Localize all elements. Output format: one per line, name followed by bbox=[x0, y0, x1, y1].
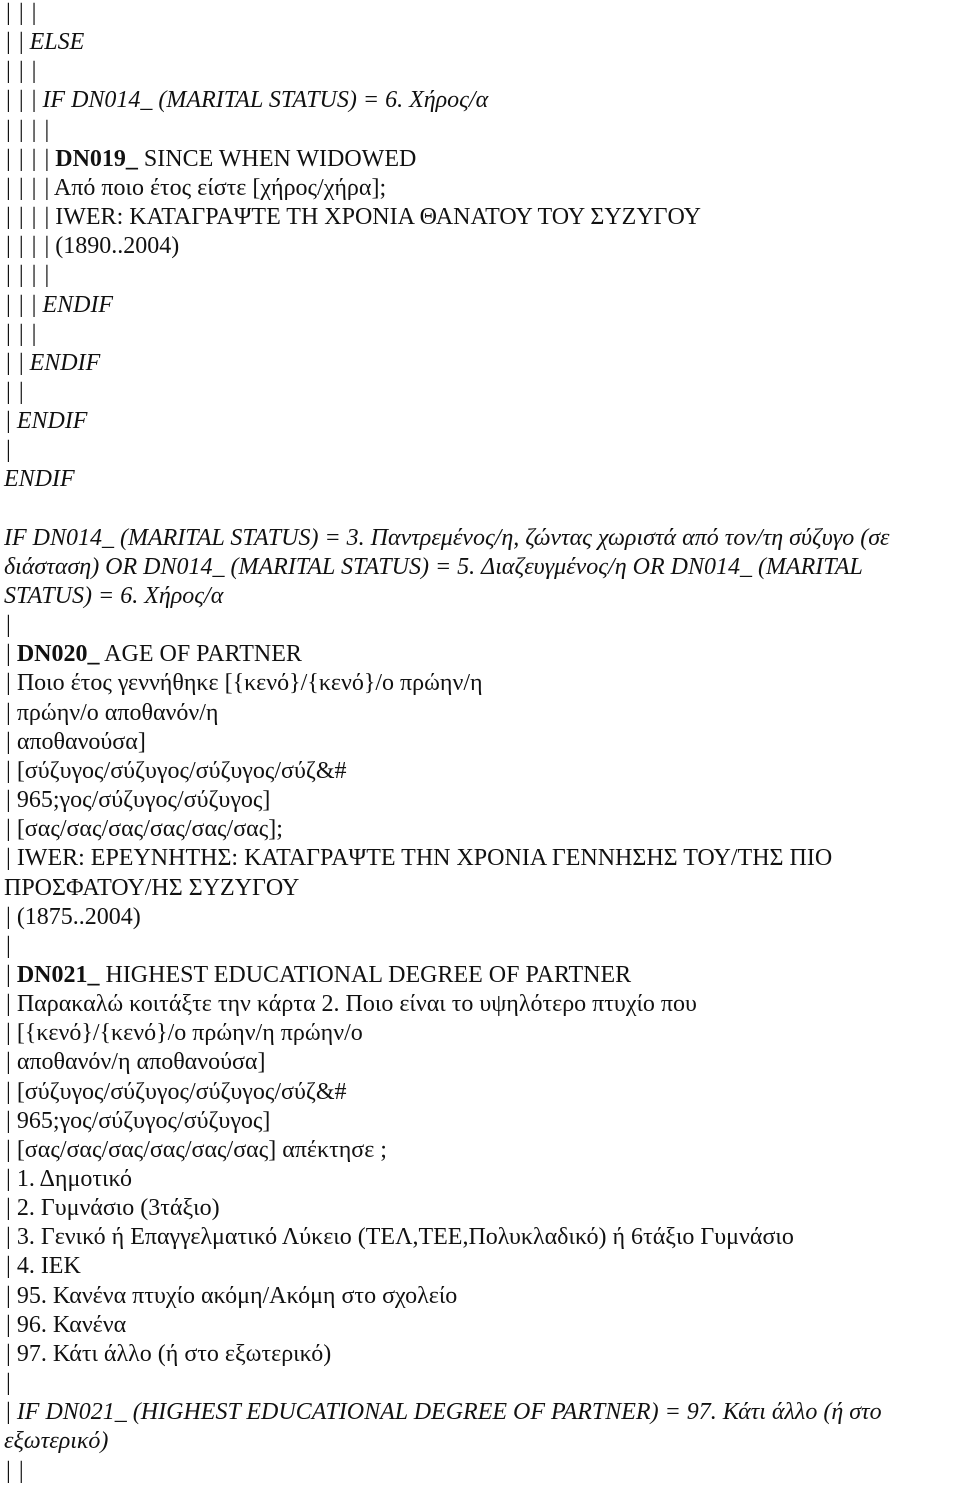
document-line bbox=[4, 524, 956, 553]
routing-text: ENDIF bbox=[29, 349, 101, 376]
indent-bar: | bbox=[6, 1107, 17, 1134]
line-text: IWER: ΚΑΤΑΓΡΑΨΤΕ ΤΗ ΧΡΟΝΙΑ ΘΑΝΑΤΟΥ ΤΟΥ ΣΥΖΥΓΟΥ bbox=[55, 204, 701, 231]
indent-bar: | bbox=[6, 349, 17, 376]
document-line bbox=[4, 436, 956, 465]
indent-bar: | bbox=[6, 670, 17, 697]
line-text: αποθανόν/η αποθανούσα] bbox=[16, 1049, 266, 1076]
document-line bbox=[4, 1252, 956, 1281]
indent-bar: | bbox=[18, 233, 30, 260]
indent-bar: | bbox=[6, 1253, 17, 1280]
line-text: 95. Κανένα πτυχίο ακόμη/Ακόμη στο σχολείο bbox=[16, 1282, 458, 1309]
indent-bar: | bbox=[18, 204, 30, 231]
document-line bbox=[4, 1369, 956, 1398]
line-text: 3. Γενικό ή Επαγγελματικό Λύκειο (ΤΕΛ,ΤΕΕ,Πολυκλαδικό) ή 6τάξιο Γυμνάσιο bbox=[16, 1224, 794, 1251]
document-line bbox=[4, 1427, 956, 1456]
indent-bar: | bbox=[6, 845, 17, 872]
indent-bar: | bbox=[6, 262, 17, 289]
document-line bbox=[4, 1311, 956, 1340]
indent-bar: | bbox=[6, 1049, 17, 1076]
indent-bar: | bbox=[6, 87, 17, 114]
line-text: AGE OF PARTNER bbox=[99, 641, 302, 668]
indent-bar: | bbox=[31, 204, 43, 231]
document-line bbox=[4, 1282, 956, 1311]
line-text: [{κενό}/{κενό}/ο πρώην/η πρώην/ο bbox=[16, 1020, 363, 1047]
indent-bar: | bbox=[6, 1020, 17, 1047]
document-line bbox=[4, 1078, 956, 1107]
indent-bar: | bbox=[6, 932, 17, 959]
line-text: Ποιο έτος γεννήθηκε [{κενό}/{κενό}/ο πρώην/η bbox=[16, 670, 483, 697]
indent-bar: | bbox=[18, 1457, 30, 1484]
indent-bar: | bbox=[31, 116, 43, 143]
document-line bbox=[4, 1223, 956, 1252]
document-line bbox=[4, 378, 956, 407]
document-line bbox=[4, 495, 956, 524]
routing-text: ENDIF bbox=[42, 291, 114, 318]
indent-bar: | bbox=[31, 174, 43, 201]
indent-bar: | bbox=[31, 145, 43, 172]
document-line bbox=[4, 320, 956, 349]
document-line bbox=[4, 1165, 956, 1194]
indent-bar: | bbox=[6, 145, 17, 172]
document-line bbox=[4, 349, 956, 378]
indent-bar: | bbox=[6, 58, 17, 85]
document-line bbox=[4, 291, 956, 320]
document-line bbox=[4, 407, 956, 436]
document-line bbox=[4, 874, 956, 903]
indent-bar: | bbox=[31, 58, 43, 85]
question-code: DN020_ bbox=[16, 641, 100, 668]
line-text: (1890..2004) bbox=[55, 233, 180, 260]
indent-bar: | bbox=[18, 262, 30, 289]
document-line bbox=[4, 786, 956, 815]
document-line bbox=[4, 1019, 956, 1048]
indent-bar: | bbox=[18, 58, 30, 85]
indent-bar: | bbox=[18, 378, 30, 405]
indent-bar: | bbox=[6, 320, 17, 347]
indent-bar: | bbox=[6, 757, 17, 784]
indent-bar: | bbox=[31, 320, 43, 347]
document-line bbox=[4, 232, 956, 261]
indent-bar: | bbox=[6, 1340, 17, 1367]
document-line bbox=[4, 582, 956, 611]
line-text: ΠΡΟΣΦΑΤΟΥ/ΗΣ ΣΥΖΥΓΟΥ bbox=[4, 874, 300, 901]
question-code: DN021_ bbox=[16, 961, 100, 988]
line-text: 965;γος/σύζυγος/σύζυγος] bbox=[16, 787, 271, 814]
routing-text: ELSE bbox=[29, 29, 85, 56]
indent-bar: | bbox=[6, 204, 17, 231]
indent-bar: | bbox=[6, 1282, 17, 1309]
indent-bar: | bbox=[18, 29, 30, 56]
indent-bar: | bbox=[6, 1224, 17, 1251]
document-line bbox=[4, 903, 956, 932]
indent-bar: | bbox=[6, 816, 17, 843]
indent-bar: | bbox=[44, 204, 56, 231]
document-line bbox=[4, 1048, 956, 1077]
indent-bar: | bbox=[6, 0, 17, 26]
document-line bbox=[4, 1457, 956, 1486]
indent-bar: | bbox=[6, 1136, 17, 1163]
indent-bar: | bbox=[6, 1370, 17, 1397]
indent-bar: | bbox=[6, 1457, 17, 1484]
indent-bar: | bbox=[6, 699, 17, 726]
indent-bar: | bbox=[44, 174, 54, 201]
indent-bar: | bbox=[6, 991, 17, 1018]
indent-bar: | bbox=[6, 437, 17, 464]
document-line bbox=[4, 116, 956, 145]
document-line bbox=[4, 611, 956, 640]
indent-bar: | bbox=[6, 787, 17, 814]
question-code: DN019_ bbox=[55, 145, 138, 172]
indent-bar: | bbox=[6, 612, 17, 639]
document-line bbox=[4, 553, 956, 582]
line-text: 96. Κανένα bbox=[16, 1311, 127, 1338]
line-text: 97. Κάτι άλλο (ή στο εξωτερικό) bbox=[16, 1340, 332, 1367]
line-text: πρώην/ο αποθανόν/η bbox=[16, 699, 219, 726]
indent-bar: | bbox=[6, 1078, 17, 1105]
indent-bar: | bbox=[44, 145, 56, 172]
indent-bar: | bbox=[6, 1166, 17, 1192]
indent-bar: | bbox=[6, 1399, 17, 1426]
routing-text: εξωτερικό) bbox=[4, 1428, 109, 1455]
document-line bbox=[4, 57, 956, 86]
document-line bbox=[4, 1107, 956, 1136]
line-text: Από ποιο έτος είστε [χήρος/χήρα]; bbox=[53, 174, 387, 201]
indent-bar: | bbox=[6, 728, 17, 755]
indent-bar: | bbox=[18, 87, 30, 114]
indent-bar: | bbox=[31, 291, 43, 318]
indent-bar: | bbox=[6, 174, 17, 201]
line-text: [σύζυγος/σύζυγος/σύζυγος/σύζ&# bbox=[16, 757, 347, 784]
indent-bar: | bbox=[44, 262, 56, 289]
line-text: SINCE WHEN WIDOWED bbox=[137, 145, 417, 172]
line-text: (1875..2004) bbox=[16, 903, 141, 930]
document-line bbox=[4, 844, 956, 873]
indent-bar: | bbox=[6, 29, 17, 56]
indent-bar: | bbox=[6, 1311, 17, 1338]
document-line bbox=[4, 174, 956, 203]
routing-text: STATUS) = 6. Χήρος/α bbox=[4, 583, 224, 609]
line-text: IWER: ΕΡΕΥΝΗΤΗΣ: ΚΑΤΑΓΡΑΨΤΕ ΤΗΝ ΧΡΟΝΙΑ ΓΕΝΝΗΣΗΣ ΤΟΥ/ΤΗΣ ΠΙΟ bbox=[16, 845, 833, 872]
routing-text: IF DN021_ (HIGHEST EDUCATIONAL DEGREE OF PARTNER) = 97. Κάτι άλλο (ή στο bbox=[16, 1399, 882, 1426]
indent-bar: | bbox=[6, 408, 17, 435]
indent-bar: | bbox=[44, 116, 56, 143]
indent-bar: | bbox=[6, 116, 17, 143]
document-line bbox=[4, 990, 956, 1019]
routing-text: ENDIF bbox=[16, 408, 88, 435]
indent-bar: | bbox=[6, 291, 17, 318]
document-line bbox=[4, 932, 956, 961]
indent-bar: | bbox=[18, 291, 30, 318]
indent-bar: | bbox=[18, 174, 30, 201]
document-line bbox=[4, 699, 956, 728]
indent-bar: | bbox=[6, 1195, 17, 1222]
indent-bar: | bbox=[31, 87, 43, 114]
indent-bar: | bbox=[6, 233, 17, 260]
document-line bbox=[4, 28, 956, 57]
line-text: Παρακαλώ κοιτάξτε την κάρτα 2. Ποιο είναι το υψηλότερο πτυχίο που bbox=[16, 991, 697, 1018]
line-text: 965;γος/σύζυγος/σύζυγος] bbox=[16, 1107, 271, 1134]
document-line bbox=[4, 815, 956, 844]
indent-bar: | bbox=[18, 0, 30, 26]
document-line bbox=[4, 465, 956, 494]
line-text: αποθανούσα] bbox=[16, 728, 146, 755]
indent-bar: | bbox=[31, 233, 43, 260]
document-line bbox=[4, 640, 956, 669]
document-line bbox=[4, 1194, 956, 1223]
indent-bar: | bbox=[18, 320, 30, 347]
document-line bbox=[4, 1340, 956, 1369]
document-line bbox=[4, 961, 956, 990]
document-line bbox=[4, 261, 956, 290]
indent-bar: | bbox=[6, 641, 17, 668]
document-line bbox=[4, 728, 956, 757]
routing-text: IF DN014_ (MARITAL STATUS) = 6. Χήρος/α bbox=[42, 87, 489, 114]
document-line bbox=[4, 669, 956, 698]
routing-text: ENDIF bbox=[4, 466, 75, 493]
document-line bbox=[4, 0, 956, 28]
document-line bbox=[4, 757, 956, 786]
line-text: [σύζυγος/σύζυγος/σύζυγος/σύζ&# bbox=[16, 1078, 347, 1105]
line-text: HIGHEST EDUCATIONAL DEGREE OF PARTNER bbox=[99, 961, 632, 988]
document-line bbox=[4, 86, 956, 115]
document-line bbox=[4, 145, 956, 174]
line-text: 4. ΙΕΚ bbox=[16, 1253, 81, 1280]
indent-bar: | bbox=[6, 903, 17, 930]
indent-bar: | bbox=[44, 233, 56, 260]
line-text: [σας/σας/σας/σας/σας/σας]; bbox=[16, 816, 283, 843]
routing-text: IF DN014_ (MARITAL STATUS) = 3. Παντρεμένος/η, ζώντας χωριστά από τον/τη σύζυγο (σε bbox=[4, 524, 890, 551]
document-line bbox=[4, 1398, 956, 1427]
indent-bar: | bbox=[18, 349, 30, 376]
indent-bar: | bbox=[18, 145, 30, 172]
document-line bbox=[4, 1136, 956, 1165]
indent-bar: | bbox=[31, 262, 43, 289]
line-text: 2. Γυμνάσιο (3τάξιο) bbox=[16, 1195, 220, 1222]
routing-text: διάσταση) OR DN014_ (MARITAL STATUS) = 5. Διαζευγμένος/η OR DN014_ (MARITAL bbox=[4, 553, 863, 580]
indent-bar: | bbox=[6, 961, 17, 988]
indent-bar: | bbox=[31, 0, 43, 26]
line-text: 1. Δημοτικό bbox=[16, 1166, 133, 1192]
indent-bar: | bbox=[6, 378, 17, 405]
indent-bar: | bbox=[18, 116, 30, 143]
line-text: [σας/σας/σας/σας/σας/σας] απέκτησε ; bbox=[16, 1136, 387, 1163]
document-line bbox=[4, 203, 956, 232]
